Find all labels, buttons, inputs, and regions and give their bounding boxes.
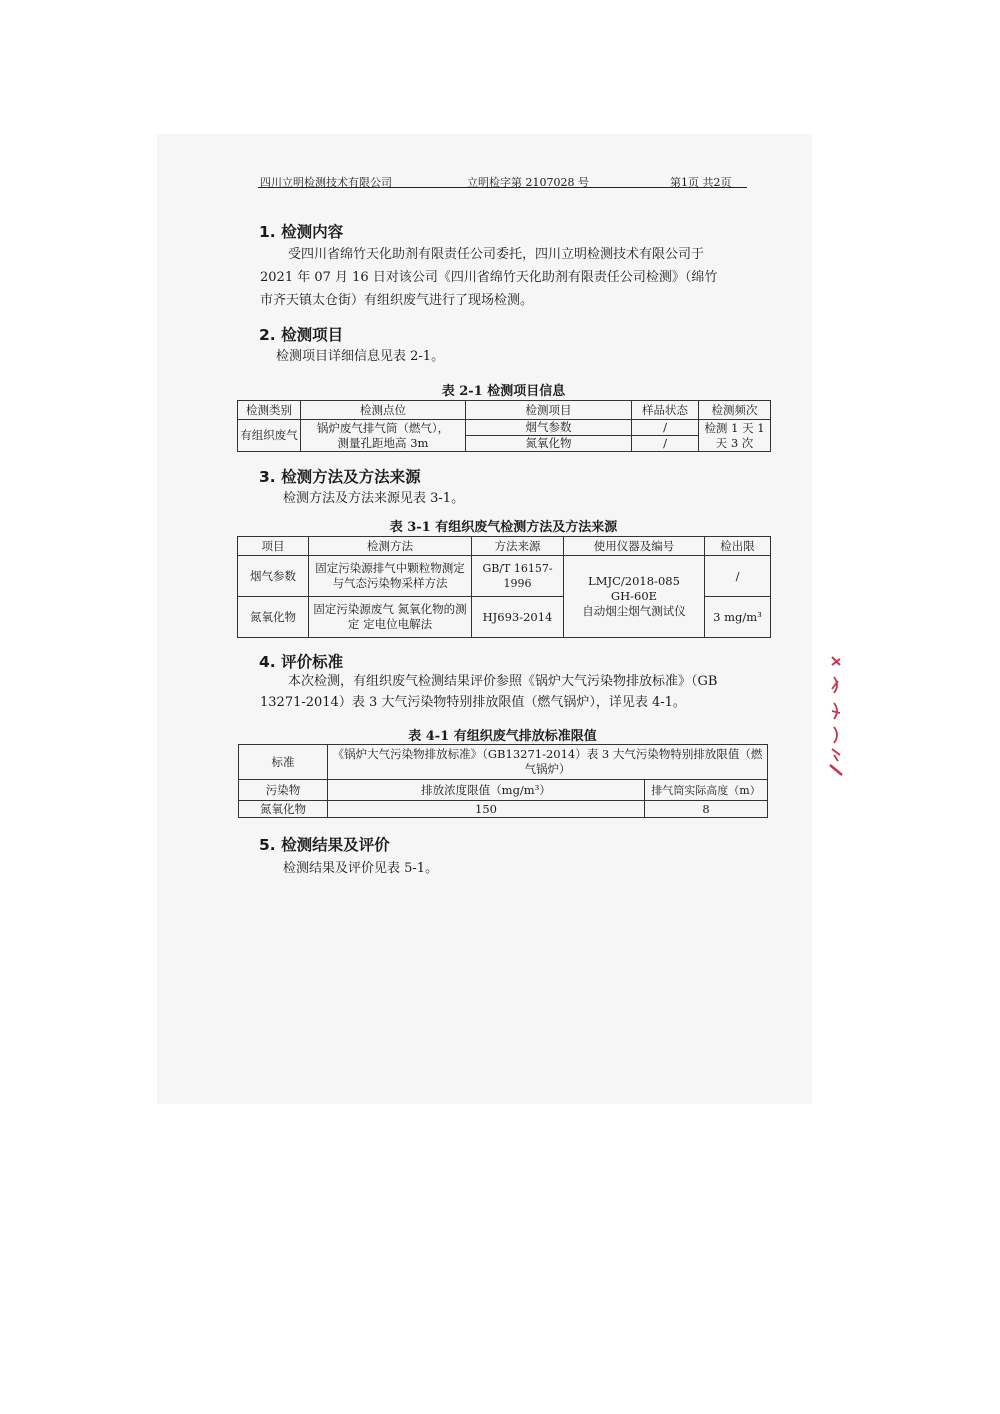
table-2-1-header: 样品状态 <box>632 401 699 420</box>
table-3-1-item: 烟气参数 <box>238 556 309 597</box>
table-2-1-header: 检测点位 <box>301 401 466 420</box>
table-2-1-point-line-2: 测量孔距地高 3m <box>337 435 429 450</box>
table-4-1-limit-value: 150 <box>328 801 645 818</box>
table-4-1-header: 污染物 <box>239 780 328 801</box>
table-2-1-point-line-1: 锅炉废气排气筒（燃气）， <box>316 420 450 435</box>
instrument-model: GH-60E <box>610 589 658 603</box>
table-4-1-stack-height: 8 <box>645 801 768 818</box>
table-3-1-method: 固定污染源废气 氮氧化物的测定 定电位电解法 <box>309 597 472 638</box>
table-2-1-item: 氮氧化物 <box>466 436 632 452</box>
table-3-1-header: 检出限 <box>705 537 771 556</box>
table-4-1 <box>238 744 768 818</box>
section-4-title: 4. 评价标准 <box>259 653 344 671</box>
table-3-1-source: HJ693-2014 <box>472 597 564 638</box>
table-4-1-header: 排放浓度限值（mg/m³） <box>328 780 645 801</box>
table-3-1-header: 项目 <box>238 537 309 556</box>
section-3-text: 检测方法及方法来源见表 3-1。 <box>283 491 465 506</box>
header-rule <box>258 187 747 188</box>
section-5-title: 5. 检测结果及评价 <box>259 836 390 854</box>
section-2-title: 2. 检测项目 <box>259 326 344 344</box>
header-page-number: 第1页 共2页 <box>670 176 732 189</box>
section-2-text: 检测项目详细信息见表 2-1。 <box>276 349 445 364</box>
table-3-1-header: 方法来源 <box>472 537 564 556</box>
table-3-1-limit: / <box>705 556 771 597</box>
table-3-1-header: 检测方法 <box>309 537 472 556</box>
table-3-1-source: GB/T 16157-1996 <box>472 556 564 597</box>
section-4-line-2: 13271-2014）表 3 大气污染物特别排放限值（燃气锅炉），详见表 4-1。 <box>260 695 686 710</box>
section-5-text: 检测结果及评价见表 5-1。 <box>283 861 439 876</box>
section-1-line-1: 受四川省绵竹天化助剂有限责任公司委托，四川立明检测技术有限公司于 <box>288 247 705 262</box>
table-4-1-standard-label: 标准 <box>239 745 328 780</box>
table-3-1 <box>237 536 771 638</box>
table-4-1-header: 排气筒实际高度（m） <box>645 780 768 801</box>
table-2-1-header: 检测频次 <box>699 401 771 420</box>
section-1-line-2: 2021 年 07 月 16 日对该公司《四川省绵竹天化助剂有限责任公司检测》（绵竹 <box>260 270 718 285</box>
table-2-1-state: / <box>632 420 699 436</box>
table-4-1-pollutant: 氮氧化物 <box>239 801 328 818</box>
table-2-1-frequency: 检测 1 天 1 天 3 次 <box>699 420 771 452</box>
table-2-1-category: 有组织废气 <box>238 420 301 452</box>
table-2-1-state: / <box>632 436 699 452</box>
table-3-1-method: 固定污染源排气中颗粒物测定与气态污染物采样方法 <box>309 556 472 597</box>
table-3-1-header: 使用仪器及编号 <box>564 537 705 556</box>
table-3-1-item: 氮氧化物 <box>238 597 309 638</box>
table-4-1-standard-text: 《锅炉大气污染物排放标准》（GB13271-2014）表 3 大气污染物特别排放限值（燃气锅炉） <box>328 745 768 780</box>
header-company: 四川立明检测技术有限公司 <box>260 176 392 189</box>
instrument-name: 自动烟尘烟气测试仪 <box>582 604 686 618</box>
seal-stamp-fragment <box>826 655 848 780</box>
section-4-line-1: 本次检测，有组织废气检测结果评价参照《锅炉大气污染物排放标准》（GB <box>288 674 718 689</box>
section-1-line-3: 市齐天镇太仓街）有组织废气进行了现场检测。 <box>260 293 534 308</box>
table-3-1-instrument <box>564 556 705 638</box>
instrument-code: LMJC/2018-085 <box>588 574 680 588</box>
section-3-title: 3. 检测方法及方法来源 <box>259 468 421 486</box>
table-2-1-point <box>301 420 466 452</box>
table-4-1-caption: 表 4-1 有组织废气排放标准限值 <box>408 729 597 744</box>
table-2-1-item: 烟气参数 <box>466 420 632 436</box>
table-3-1-caption: 表 3-1 有组织废气检测方法及方法来源 <box>389 520 618 535</box>
section-1-title: 1. 检测内容 <box>259 223 344 241</box>
header-report-number: 立明检字第 2107028 号 <box>467 176 589 189</box>
table-3-1-limit: 3 mg/m³ <box>705 597 771 638</box>
table-2-1-caption: 表 2-1 检测项目信息 <box>441 384 566 399</box>
table-2-1-header: 检测类别 <box>238 401 301 420</box>
table-2-1-header: 检测项目 <box>466 401 632 420</box>
table-2-1 <box>237 400 771 452</box>
